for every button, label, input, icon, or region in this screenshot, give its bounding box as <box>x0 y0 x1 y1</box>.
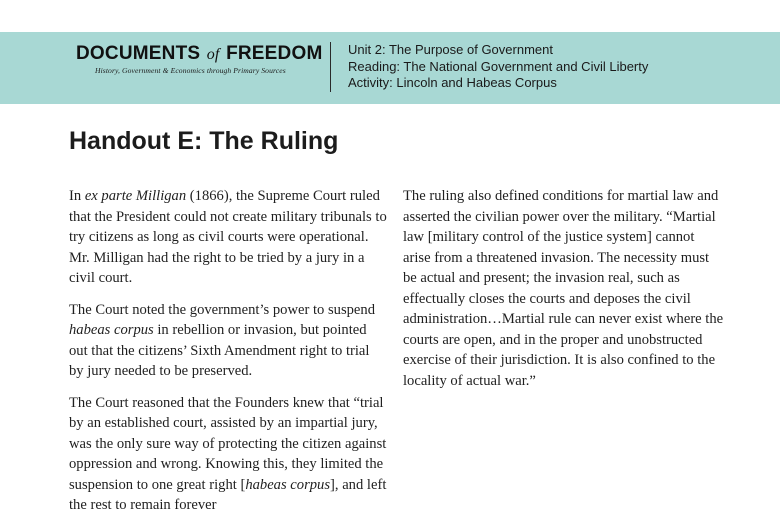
left-p3-habeas-corpus: habeas corpus <box>245 476 331 493</box>
left-p1-case-name: ex parte Milligan <box>84 188 187 204</box>
left-p1-text-pre: In <box>69 188 85 204</box>
header-info <box>348 42 648 92</box>
right-column <box>403 186 725 402</box>
handout-title: Handout E: The Ruling <box>69 127 339 155</box>
header-divider <box>330 42 331 92</box>
left-paragraph-3 <box>69 393 387 516</box>
documents-of-freedom-logo <box>76 43 323 83</box>
logo-title <box>76 43 322 65</box>
left-p2-habeas-corpus: habeas corpus <box>69 322 154 338</box>
left-p2-text-pre: The Court noted the government’s power to suspend <box>69 301 376 318</box>
left-p3-text-pre: The Court reasoned that the Founders knew that “trial by an established court, assisted by an impartial jury, was the only sure way of protecting the citizen against oppression and wrong. Knowing this, they limited the suspension to one great right [ <box>69 394 387 493</box>
left-p2-text-post: in rebellion or invasion, but pointed out that the citizens’ Sixth Amendment right to trial by jury needed to be preserved. <box>69 322 370 379</box>
right-paragraph-1: The ruling also defined conditions for martial law and asserted the civilian power over the military. “Martial law [military control of the justice system] cannot arise from a threatened invasion. The necessity must be actual and present; the invasion real, such as effectually closes the courts and deposes the civil administration…Martial rule can never exist where the courts are open, and in the proper and unobstructed exercise of their jurisdiction. It is also confined to the locality of actual war.” <box>403 188 724 389</box>
activity-label: Activity: Lincoln and Habeas Corpus <box>348 75 557 90</box>
left-p1-text-post: (1866), the Supreme Court ruled that the President could not create military tribunals to try citizens as long as civil courts were operational. Mr. Milligan had the right to be tried by a jury in a civil court. <box>69 188 387 286</box>
top-margin <box>0 0 780 32</box>
left-p3-text-post: ], and left the rest to remain forever <box>69 476 387 513</box>
logo-title-part1: DOCUMENTS <box>76 43 201 64</box>
reading-label: Reading: The National Government and Civil Liberty <box>348 58 649 74</box>
logo-title-of: of <box>206 46 220 63</box>
left-column <box>69 186 387 527</box>
unit-label: Unit 2: The Purpose of Government <box>348 42 553 57</box>
logo-subtitle: History, Government & Economics through Primary Sources <box>95 66 286 75</box>
left-paragraph-2 <box>69 300 387 382</box>
left-paragraph-1 <box>69 186 387 289</box>
logo-title-part2: FREEDOM <box>226 43 323 64</box>
